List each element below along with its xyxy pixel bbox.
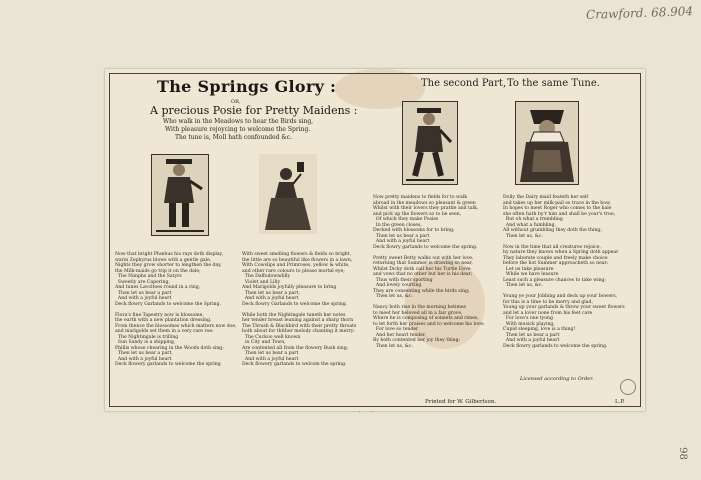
verse-column-1: Now that bright Phœbus his rays doth display, warm Zephyrus blows with a gentle gale, Nights they grow shorter to lengthen the day, the Milk-maids go trip it on the dale; The Nimphs and the Satyrs Sweetly are Capering, And tunes Lavoltoes round in a ring, Then let us bear a part And with a joyful heart Deck flowry Garlands to welcome the Spring. Flora's fine Tapestry now is blossome, the earth with a new plantation dressing, From thence the blossomes which matters now doe, and marigolds set them in a very rare roe: The Nightingale is trilling Sun Sandy is a shipping, Phillis whose chearing in the Woods doth sing; Then let us bear a part, And with a joyful heart Deck flowery garlands to welcome the spring bbox=[115, 252, 237, 367]
verse-column-4: Dolly the Dairy maid feateth her self and takes up her milk-pail so trace in the bow, In hopes to meet Roger who comes to the bale she often hath by'r him and shall be your's true; But oh what a trembling And what a fumbling, All without grumbling they doth the thing; Then let us, &c. Now in the time that all creatures rejoice, by nature they knows when a Spring doth appear They laborate couple and freely make choice before the hot Summer approacheth so near: Let us take pleasure While we have leasure Least such a pleasure chances to take wing; Then let us, &c. Young ye your Jobbing and deck up your bowers, for this is a time to be merry and glad, Young up your garlands & throw your sweet flowers and let a lover none from his feet care For love's one tyong With musick playing, Cupid sleeping, love is a thing! Then let us bear a part And with a joyful heart Deck flowry garlands to welcome the spring. bbox=[503, 195, 625, 349]
subtitle-line-2: With pleasure rejoycing to welcome the Spring. bbox=[165, 126, 311, 133]
man-walking-woodcut-icon bbox=[402, 101, 458, 185]
verse-column-2: With sweet smelling flowers & fields so bright, the little are so beautiful like flowers in a lawn, With Cowslips and Primroses, yellow & white, and other rare colours to please mortal eye; The Daffodowndilly Violet and Lilly And Marigolds joyfully pleasure to bring Then let us bear a part, And with a joyful heart Deck flowry Garlands to welcome the spring. While both the Nightingale tuneth her notes her tender breast leaning against a sharp thorn The Thrush & Blackbird with their pretty throats both about for thither melody chanting it merry: The Cuckoo well known in City and Town, Are contented all from the flowery Bush sing; Then let us bear a part And with a joyful heart Deck flowery garlands to welcom the spring. bbox=[242, 252, 357, 367]
shelfmark: Crawford. 68.904 bbox=[585, 4, 694, 22]
same-tune-heading: To the same Tune. bbox=[507, 78, 600, 89]
library-stamp-icon bbox=[620, 379, 636, 395]
second-part-heading: The second Part, bbox=[421, 78, 507, 89]
broadside-sheet bbox=[105, 69, 645, 411]
subtitle-line-1: Who walk in the Meadows to hear the Birds sing, bbox=[163, 118, 314, 125]
ballad-title: The Springs Glory : bbox=[157, 77, 337, 96]
or-text: OR, bbox=[231, 99, 241, 105]
lady-woodcut-icon bbox=[515, 101, 579, 185]
verse-column-3: Now pretty maidens to fields for to walk abroad in the meadows so pleasant & green Whilst with their lovers they prattle and talk, and pick up the flowers so to be seen, Of which they make Posies In the green closes, Decked with blossoms for to bring; Then let us bear a part And with a joyful heart Deck flowry garlands to welcome the spring. Pretty sweet Betty walks out with her love, returning that Summer is drawing so near, Whilst Dicky doth call her his Turtle Dove and vows that no other but her is his dear; Thus with their sporting And lovely courting They are consenting while the birds sing; Then let us, &c. Nancy both rise in the morning betimes to meet her beloved all in a fair grove, Where he is composing of sonnets and rimes, to let forth her praises and to welcome his love: For love so tender And her heart tender, By both contented her joy they thing: Then let us, &c. bbox=[373, 195, 485, 349]
printer-initials: L.P. bbox=[615, 399, 625, 405]
printer-line: Printed for W. Gilbertson. bbox=[425, 399, 497, 405]
folio-number: 98 bbox=[676, 447, 688, 460]
woman-woodcut-icon bbox=[259, 154, 317, 234]
ballad-subtitle: A precious Posie for Pretty Maidens : bbox=[150, 104, 358, 117]
tune-line: The tune is, Moll hath confounded &c. bbox=[175, 134, 293, 141]
man-woodcut-icon bbox=[151, 154, 209, 236]
licensed-note: Licensed according to Order. bbox=[520, 376, 594, 382]
